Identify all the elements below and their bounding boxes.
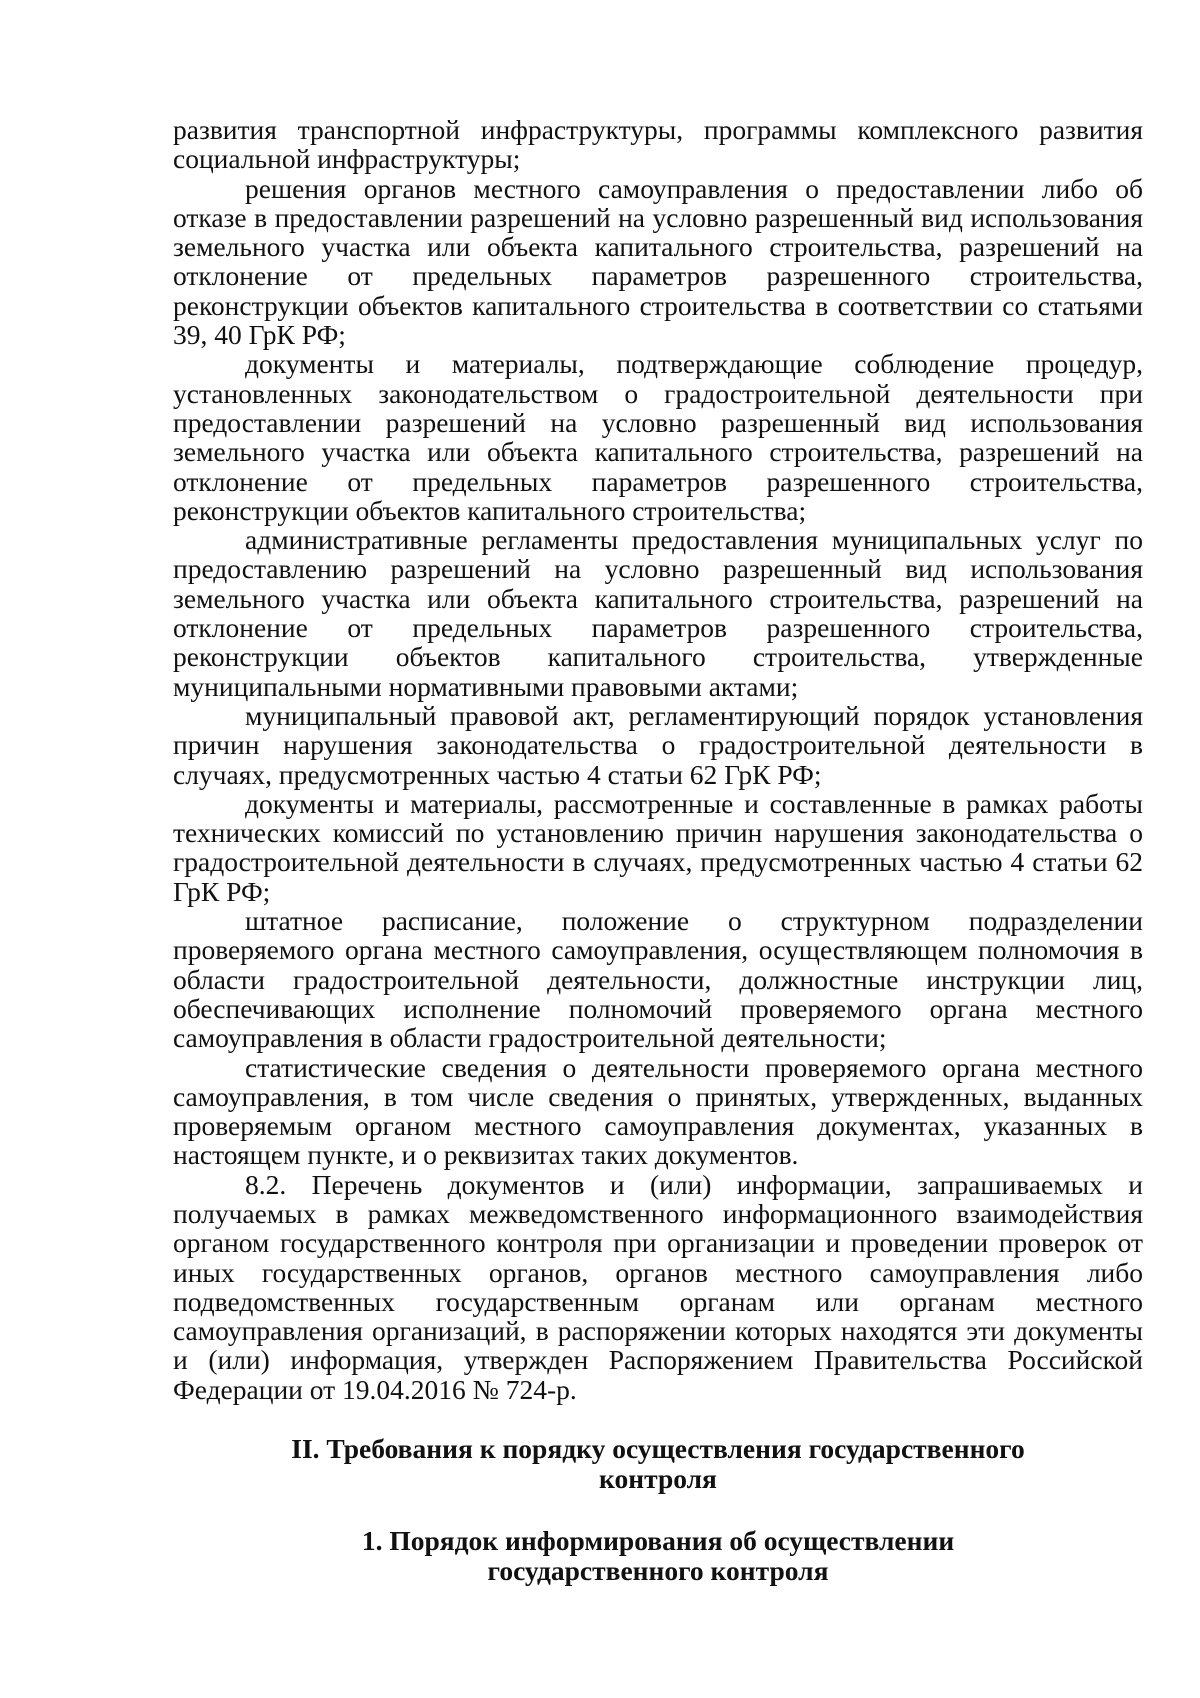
section-heading-line-2: контроля <box>599 1463 717 1494</box>
paragraph-permit-decisions: решения органов местного самоуправления о предоставлении либо об отказе в предоставлении разрешений на условно разрешенный вид использования земельного участка или объекта капитального строительства, разрешений на отклонение от предельных параметров разрешенного строительства, реконструкции объектов капитального строительства в соответствии со статьями 39, 40 ГрК РФ; <box>173 172 1143 351</box>
paragraph-8-2-document-list: 8.2. Перечень документов и (или) информации, запрашиваемых и получаемых в рамках межведомственного информационного взаимодействия органом государственного контроля при организации и проведении проверок от иных государственных органов, органов местного самоуправления либо подведомственных государственным органам или органам местного самоуправления организаций, в распоряжении которых находятся эти документы и (или) информация, утвержден Распоряжением Правительства Российской Федерации от 19.04.2016 № 724-р. <box>173 1168 1143 1405</box>
paragraph-technical-commissions: документы и материалы, рассмотренные и составленные в рамках работы технических комиссий по установлению причин нарушения законодательства о градостроительной деятельности в случаях, предусмотренных частью 4 статьи 62 ГрК РФ; <box>173 787 1143 907</box>
paragraph-administrative-regulations: административные регламенты предоставления муниципальных услуг по предоставлению разрешений на условно разрешенный вид использования земельного участка или объекта капитального строительства, разрешений на отклонение от предельных параметров разрешенного строительства, реконструкции объектов капитального строительства, утвержденные муниципальными нормативными правовыми актами; <box>173 524 1143 702</box>
subsection-heading <box>173 1526 1143 1586</box>
document-body <box>173 115 1143 1404</box>
paragraph-staff-schedule: штатное расписание, положение о структурном подразделении проверяемого органа местного самоуправления, осуществляющем полномочия в области градостроительной деятельности, должностные инструкции лиц, обеспечивающих исполнение полномочий проверяемого органа местного самоуправления в области градостроительной деятельности; <box>173 905 1143 1054</box>
paragraph-municipal-legal-act: муниципальный правовой акт, регламентирующий порядок установления причин нарушения законодательства о градостроительной деятельности в случаях, предусмотренных частью 4 статьи 62 ГрК РФ; <box>173 699 1143 790</box>
subsection-heading-line-1: 1. Порядок информирования об осуществлении <box>361 1525 955 1556</box>
section-heading <box>173 1434 1143 1494</box>
paragraph-statistics: статистические сведения о деятельности проверяемого органа местного самоуправления, в том числе сведения о принятых, утвержденных, выданных проверяемым органом местного самоуправления документах, указанных в настоящем пункте, и о реквизитах таких документов. <box>173 1051 1143 1171</box>
section-heading-line-1: II. Требования к порядку осуществления государственного <box>291 1433 1025 1464</box>
paragraph-procedure-documents: документы и материалы, подтверждающие соблюдение процедур, установленных законодательством о градостроительной деятельности при предоставлении разрешений на условно разрешенный вид использования земельного участка или объекта капитального строительства, разрешений на отклонение от предельных параметров разрешенного строительства, реконструкции объектов капитального строительства; <box>173 348 1143 526</box>
subsection-heading-line-2: государственного контроля <box>487 1555 829 1586</box>
paragraph-infrastructure-continuation: развития транспортной инфраструктуры, программы комплексного развития социальной инфраструктуры; <box>173 114 1143 175</box>
